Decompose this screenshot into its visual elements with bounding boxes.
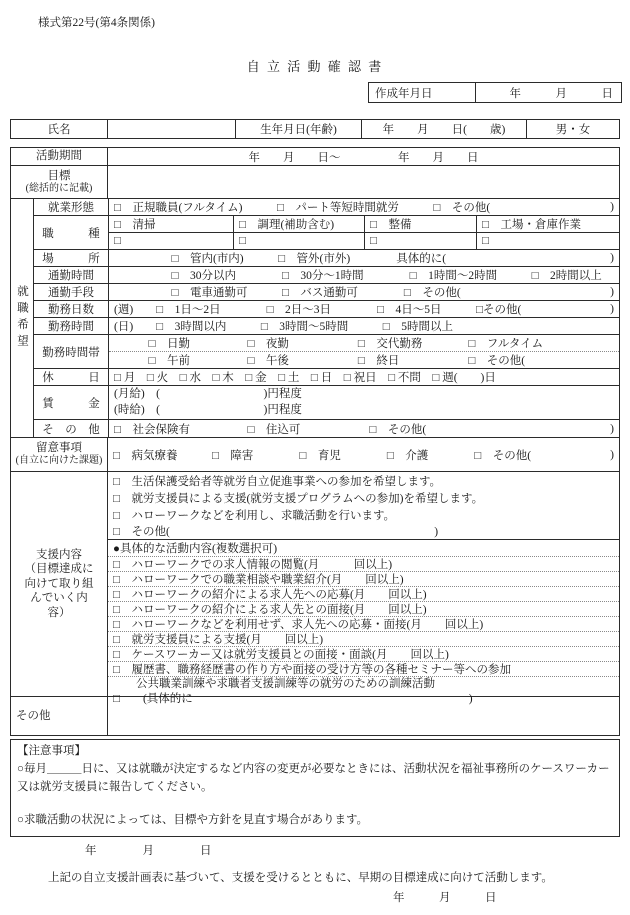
support-item: □ その他( ) bbox=[108, 523, 619, 540]
job-type-cell: □ 整備 bbox=[365, 216, 477, 232]
work-days-row: 勤務日数 (週) □ 1日～2日 □ 2日～3日 □ 4日～5日 □その他( ) bbox=[34, 301, 619, 318]
job-type-row: 職 種 □ 清掃 □ 調理(補助含む) □ 整備 □ 工場・倉庫作業 □ □ □ □ bbox=[34, 216, 619, 250]
birth-label: 生年月日(年齢) bbox=[236, 120, 362, 138]
report-date-line: 年 月 日 bbox=[85, 845, 212, 857]
support-item-training: 公共職業訓練や求職者支援訓練等の就労のための訓練活動 □ (具体的に ) bbox=[113, 678, 473, 705]
main-table bbox=[10, 147, 620, 736]
created-date-value: 年 月 日 bbox=[509, 87, 613, 100]
period-row bbox=[11, 148, 619, 166]
support-item: □ ハローワークの紹介による求人先との面接(月 回以上) bbox=[108, 602, 619, 617]
employment-type-row: 就業形態 □ 正規職員(フルタイム) □ パート等短時間就労 □ その他( ) bbox=[34, 199, 619, 216]
identity-table bbox=[10, 119, 620, 139]
job-type-cell: □ 調理(補助含む) bbox=[234, 216, 365, 232]
employment-other-row: そ の 他 □ 社会保険有 □ 住込可 □ その他( ) bbox=[34, 420, 619, 437]
period-value: 年 月 日～ 年 月 日 bbox=[248, 151, 479, 164]
shift-row: 勤務時間帯 □ 日勤 □ 夜勤 □ 交代勤務 □ フルタイム □ 午前 □ 午後 □ 終日 □ その他( bbox=[34, 335, 619, 369]
holiday-row: 休 日 □ 月 □ 火 □ 水 □ 木 □ 金 □ 土 □ 日 □ 祝日 □ 不問 □ 週( )日 bbox=[34, 369, 619, 386]
gender-value: 男・女 bbox=[555, 124, 591, 136]
wage-row: 賃 金 (月給) ( )円程度 (時給) ( )円程度 bbox=[34, 386, 619, 420]
goal-input-area bbox=[108, 166, 619, 198]
goal-label: 目標 (総括的に記載) bbox=[11, 166, 108, 198]
job-type-cell: □ bbox=[365, 233, 477, 249]
job-type-cell: □ bbox=[234, 233, 365, 249]
notes-item: ○求職活動の状況によっては、目標や方針を見直す場合があります。 bbox=[17, 814, 369, 827]
support-row bbox=[11, 472, 619, 705]
commute-time-row: 通勤時間 □ 30分以内 □ 30分～1時間 □ 1時間～2時間 □ 2時間以上 bbox=[34, 267, 619, 284]
other-input-area bbox=[108, 697, 619, 735]
support-item: ●具体的な活動内容(複数選択可) bbox=[108, 540, 619, 557]
support-label: 支援内容 （目標達成に 向けて取り組 んでいく内 容） bbox=[11, 472, 108, 696]
work-hours-row: 勤務時間 (日) □ 3時間以内 □ 3時間～5時間 □ 5時間以上 bbox=[34, 318, 619, 335]
created-date-label: 作成年月日 bbox=[369, 83, 476, 102]
attention-label: 留意事項 (自立に向けた課題) bbox=[11, 438, 108, 471]
support-item: □ ハローワークでの求人情報の閲覧(月 回以上) bbox=[108, 557, 619, 572]
job-type-cell: □ bbox=[482, 235, 489, 247]
support-item: □ ハローワークなどを利用せず、求人先への応募・面接(月 回以上) bbox=[108, 617, 619, 632]
employment-group bbox=[11, 199, 619, 438]
support-item: □ ハローワークなどを利用し、求職活動を行います。 bbox=[113, 509, 396, 522]
support-item: □ ハローワークの紹介による求人先への応募(月 回以上) bbox=[108, 587, 619, 602]
location-row: 場 所 □ 管内(市内) □ 管外(市外) 具体的に( ) bbox=[34, 250, 619, 267]
support-item: □ 履歴書、職務経歴書の作り方や面接の受け方等の各種セミナー等への参加 bbox=[108, 662, 619, 677]
page-title: 自 立 活 動 確 認 書 bbox=[246, 59, 384, 74]
other-label: その他 bbox=[11, 697, 108, 735]
other-row bbox=[11, 697, 619, 735]
pledge-statement: 上記の自立支援計画表に基づいて、支援を受けるとともに、早期の目標達成に向けて活動します。 bbox=[48, 872, 553, 884]
commute-means-row: 通勤手段 □ 電車通勤可 □ バス通勤可 □ その他( ) bbox=[34, 284, 619, 301]
support-item: □ ケースワーカー又は就労支援員との面接・面談(月 回以上) bbox=[108, 647, 619, 662]
support-item: □ 生活保護受給者等就労自立促進事業への参加を希望します。 bbox=[113, 475, 442, 488]
created-date-box bbox=[368, 82, 622, 103]
support-item: □ 就労支援員による支援(月 回以上) bbox=[108, 632, 619, 647]
form-number: 様式第22号(第4条関係) bbox=[38, 17, 155, 29]
name-label: 氏名 bbox=[11, 120, 108, 138]
name-input-area bbox=[108, 120, 236, 138]
notes-box bbox=[10, 739, 620, 837]
notes-title: 【注意事項】 bbox=[17, 745, 86, 757]
support-item: □ 就労支援員による支援(就労支援プログラムへの参加)を希望します。 bbox=[113, 492, 484, 505]
signature-date-line: 年 月 日 bbox=[393, 892, 497, 904]
job-type-cell: □ 清掃 bbox=[109, 216, 234, 232]
attention-row bbox=[11, 438, 619, 472]
job-type-cell: □ bbox=[109, 233, 234, 249]
notes-item: ○毎月＿＿＿日に、又は就職が決定するなど内容の変更が必要なときには、活動状況を福祉事務所のケースワーカー又は就労支援員に報告してください。 bbox=[17, 762, 610, 793]
goal-row bbox=[11, 166, 619, 199]
employment-group-label: 就職希望 bbox=[11, 199, 34, 437]
support-item: □ ハローワークでの職業相談や職業紹介(月 回以上) bbox=[108, 572, 619, 587]
period-label: 活動期間 bbox=[11, 148, 108, 165]
birth-value: 年 月 日( 歳) bbox=[362, 120, 527, 138]
attention-value: □ 病気療養 □ 障害 □ 育児 □ 介護 □ その他( ) bbox=[113, 448, 614, 462]
job-type-cell: □ 工場・倉庫作業 bbox=[482, 219, 581, 231]
